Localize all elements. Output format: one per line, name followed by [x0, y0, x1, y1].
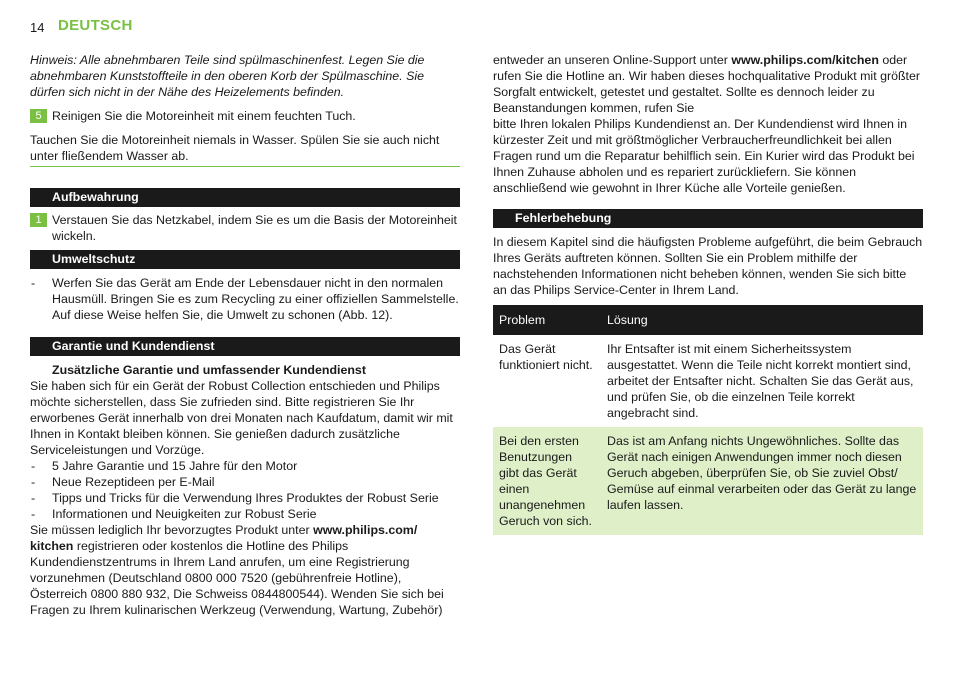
benefit-item: - Neue Rezeptideen per E-Mail: [30, 474, 460, 490]
step-1: [30, 212, 460, 244]
troubleshooting-intro: In diesem Kapitel sind die häufigsten Probleme aufgeführt, die beim Gebrauch Ihres Geräts auftreten können. Sollten Sie ein Problem mithilfe der nachstehenden Informationen nicht beheben können, wenden Sie sich bitte an das Philips Service-Center in Ihrem Land.: [493, 235, 923, 297]
guarantee-intro: Sie haben sich für ein Gerät der Robust Collection entschieden und Philips möchte sicherstellen, dass Sie zufrieden sind. Bitte registrieren Sie Ihr erworbenes Gerät innerhalb von drei Monaten nach Kaufdatum, damit wir mit Ihnen in Kontakt bleiben können. Sie genießen dadurch zusätzliche Serviceleistungen und Vorzüge.: [30, 379, 453, 457]
benefit-item: - 5 Jahre Garantie und 15 Jahre für den Motor: [30, 458, 460, 474]
section-environment-heading: Umweltschutz: [30, 250, 460, 269]
step-text: Reinigen Sie die Motoreinheit mit einem feuchten Tuch.: [52, 109, 356, 123]
step-text: Verstauen Sie das Netzkabel, indem Sie es um die Basis der Motoreinheit wickeln.: [52, 213, 457, 243]
problem-cell: Das Gerät funktioniert nicht.: [499, 342, 593, 372]
warning-text: Tauchen Sie die Motoreinheit niemals in Wasser. Spülen Sie sie auch nicht unter fließendem Wasser ab.: [30, 132, 460, 167]
section-guarantee-heading: Garantie und Kundendienst: [30, 337, 460, 356]
step-5: [30, 108, 460, 124]
left-column: [30, 52, 460, 618]
benefit-item: - Informationen und Neuigkeiten zur Robust Serie: [30, 506, 460, 522]
column-header-problem: Problem: [493, 305, 601, 335]
page-number: 14: [30, 20, 45, 35]
solution-cell: Das ist am Anfang nichts Ungewöhnliches. Sollte das Gerät nach einigen Anwendungen immer noch diesen Geruch abgeben, überprüfen Sie, ob Sie zuviel Obst/ Gemüse auf einmal verarbeiten oder das Gerät zu lange laufen lassen.: [601, 427, 923, 535]
registration-text-start: Sie müssen lediglich Ihr bevorzugtes Produkt unter: [30, 523, 314, 537]
right-column: [493, 52, 923, 535]
step-number: 5: [30, 109, 47, 123]
registration-text: [30, 522, 460, 618]
benefit-item: - Tipps und Tricks für die Verwendung Ihres Produktes der Robust Serie: [30, 490, 460, 506]
registration-text-end: registrieren oder kostenlos die Hotline des Philips Kundendienstzentrums in Ihrem Land anrufen, um eine Registrierung vorzunehmen (Deutschland 0800 000 7520 (gebührenfreie Hotline), Österreich 0800 880 932, Die Schweiss 0844800544). Wenden Sie sich bei Fragen zu Ihrem kulinarischen Werkzeug (Verwendung, Wartung, Zubehör): [30, 539, 444, 617]
problem-cell: Bei den ersten Benutzungen gibt das Gerät einen unangenehmen Geruch von sich.: [493, 427, 601, 535]
section-storage-heading: Aufbewahrung: [30, 188, 460, 207]
support-text-start: entweder an unseren Online-Support unter: [493, 53, 732, 67]
table-row: [493, 427, 923, 535]
support-text: [493, 52, 923, 116]
service-text: bitte Ihren lokalen Philips Kundendienst an. Der Kundendienst wird Ihnen in kürzester Zeit und mit größtmöglicher Verbraucherfreundlichkeit bei allen Fragen rund um die Reparatur behilflich sein. Ein Kurier wird das Produkt bei Ihnen Zuhause abholen und es repariert zurückliefern. Sie können anschließend wie gewohnt in Ihrer Küche alle Vorteile genießen.: [493, 117, 915, 195]
dishwasher-note: Hinweis: Alle abnehmbaren Teile sind spülmaschinenfest. Legen Sie die abnehmbaren Kunststoffteile in den oberen Korb der Spülmaschine. Sie dürfen sich nicht in der Nähe des Heizelements befinden.: [30, 53, 425, 99]
column-header-solution: Lösung: [601, 305, 923, 335]
language-heading: DEUTSCH: [58, 17, 133, 34]
section-troubleshooting-heading: Fehlerbehebung: [493, 209, 923, 228]
table-header-row: [493, 305, 923, 335]
solution-cell: Ihr Entsafter ist mit einem Sicherheitssystem ausgestattet. Wenn die Teile nicht korrekt montiert sind, arbeitet der Entsafter nicht. Schalten Sie das Gerät aus, und prüfen Sie, ob die einzelnen Teile korrekt angebracht sind.: [607, 342, 914, 420]
step-number: 1: [30, 213, 47, 227]
troubleshooting-table: [493, 305, 923, 535]
philips-kitchen-link[interactable]: www.philips.com/kitchen: [731, 53, 879, 67]
table-row: [493, 335, 923, 427]
philips-kitchen-link[interactable]: www.philips.com/ kitchen: [30, 523, 418, 553]
guarantee-subheading: Zusätzliche Garantie und umfassender Kundendienst: [52, 363, 366, 377]
environment-text: - Werfen Sie das Gerät am Ende der Lebensdauer nicht in den normalen Hausmüll. Bringen Sie es zum Recycling zu einer offiziellen Sammelstelle. Auf diese Weise helfen Sie, die Umwelt zu schonen (Abb. 12).: [30, 275, 460, 323]
support-text-end: oder rufen Sie die Hotline an. Wir haben dieses hochqualitative Produkt mit größter Sorgfalt entwickelt, getestet und gestaltet. Sollte es dennoch leider zu Beanstandungen kommen, rufen Sie: [493, 53, 921, 115]
